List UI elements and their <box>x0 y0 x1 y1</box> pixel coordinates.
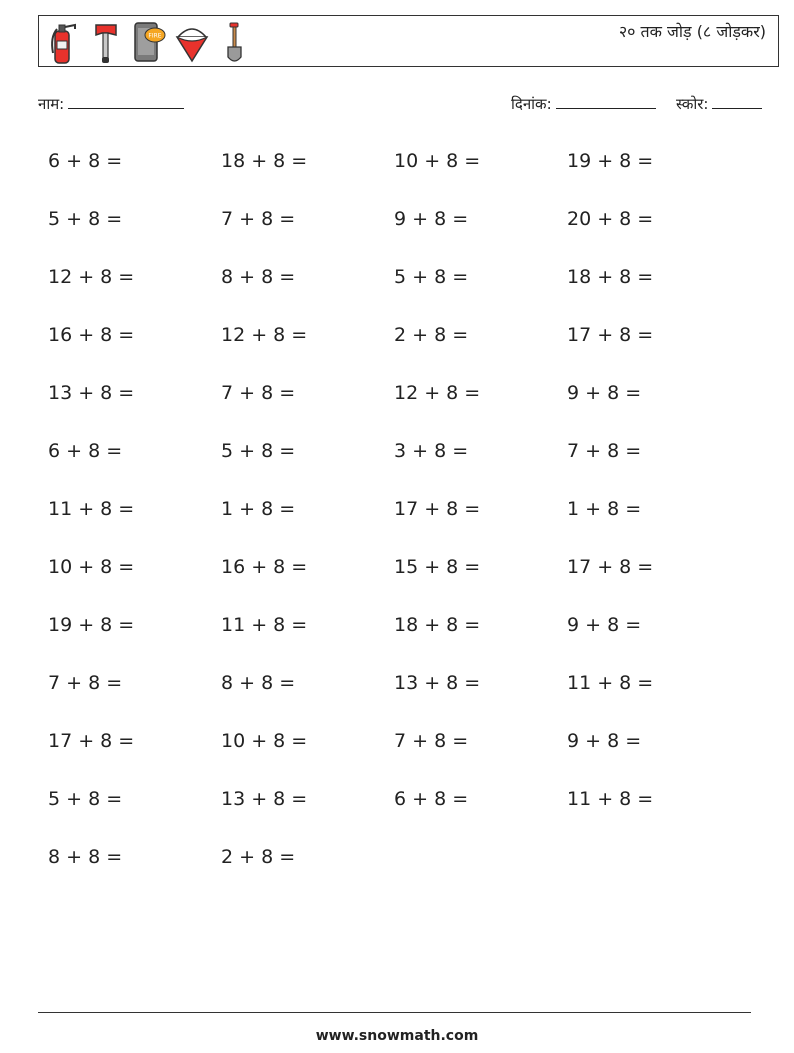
problem-item: 11 + 8 = <box>221 614 308 636</box>
name-line[interactable] <box>68 94 184 109</box>
worksheet-header <box>38 15 779 67</box>
fire-bucket-icon <box>174 19 210 65</box>
score-field[interactable] <box>676 94 762 114</box>
problem-item: 10 + 8 = <box>48 556 135 578</box>
problem-item: 7 + 8 = <box>48 672 123 694</box>
problem-item: 13 + 8 = <box>394 672 481 694</box>
date-label: दिनांक: <box>511 95 552 113</box>
problem-item: 1 + 8 = <box>567 498 642 520</box>
problem-item: 6 + 8 = <box>48 440 123 462</box>
problem-item: 9 + 8 = <box>567 730 642 752</box>
problem-item: 11 + 8 = <box>48 498 135 520</box>
problem-item: 18 + 8 = <box>567 266 654 288</box>
problem-item: 12 + 8 = <box>48 266 135 288</box>
problem-item: 11 + 8 = <box>567 788 654 810</box>
fire-alert-phone-icon <box>131 19 167 65</box>
problem-item: 5 + 8 = <box>48 788 123 810</box>
date-line[interactable] <box>556 94 656 109</box>
problem-item: 10 + 8 = <box>221 730 308 752</box>
problem-item: 17 + 8 = <box>394 498 481 520</box>
problem-item: 16 + 8 = <box>221 556 308 578</box>
problem-item: 19 + 8 = <box>567 150 654 172</box>
problem-item: 5 + 8 = <box>48 208 123 230</box>
problem-item: 13 + 8 = <box>48 382 135 404</box>
problem-item: 6 + 8 = <box>48 150 123 172</box>
date-field[interactable] <box>511 94 656 114</box>
problem-item: 2 + 8 = <box>394 324 469 346</box>
problem-item: 17 + 8 = <box>567 324 654 346</box>
problem-item: 3 + 8 = <box>394 440 469 462</box>
fire-extinguisher-icon <box>45 19 81 65</box>
problem-item: 17 + 8 = <box>48 730 135 752</box>
problem-item: 18 + 8 = <box>221 150 308 172</box>
fire-axe-icon <box>88 19 124 65</box>
problem-item: 17 + 8 = <box>567 556 654 578</box>
problem-item: 12 + 8 = <box>394 382 481 404</box>
problem-item: 9 + 8 = <box>394 208 469 230</box>
worksheet-title: २० तक जोड़ (८ जोड़कर) <box>618 22 766 41</box>
problem-item: 7 + 8 = <box>567 440 642 462</box>
problem-item: 8 + 8 = <box>221 266 296 288</box>
problem-item: 19 + 8 = <box>48 614 135 636</box>
problem-item: 8 + 8 = <box>48 846 123 868</box>
problem-item: 7 + 8 = <box>221 208 296 230</box>
problem-item: 13 + 8 = <box>221 788 308 810</box>
problem-item: 5 + 8 = <box>221 440 296 462</box>
problem-item: 8 + 8 = <box>221 672 296 694</box>
score-label: स्कोर: <box>676 95 709 113</box>
svg-text:FIRE: FIRE <box>148 32 162 40</box>
problem-item: 2 + 8 = <box>221 846 296 868</box>
problem-item: 9 + 8 = <box>567 382 642 404</box>
problem-item: 1 + 8 = <box>221 498 296 520</box>
problem-item: 16 + 8 = <box>48 324 135 346</box>
shovel-icon <box>217 19 253 65</box>
problem-item: 7 + 8 = <box>221 382 296 404</box>
problem-item: 7 + 8 = <box>394 730 469 752</box>
name-field[interactable] <box>38 94 184 114</box>
problem-item: 10 + 8 = <box>394 150 481 172</box>
problem-item: 15 + 8 = <box>394 556 481 578</box>
problem-item: 18 + 8 = <box>394 614 481 636</box>
problem-item: 11 + 8 = <box>567 672 654 694</box>
problem-item: 5 + 8 = <box>394 266 469 288</box>
problem-item: 9 + 8 = <box>567 614 642 636</box>
score-line[interactable] <box>712 94 762 109</box>
footer-url: www.snowmath.com <box>315 1028 479 1044</box>
footer-divider <box>38 1012 751 1013</box>
name-label: नाम: <box>38 95 65 113</box>
problem-item: 12 + 8 = <box>221 324 308 346</box>
header-icons <box>45 18 253 66</box>
problem-grid <box>48 142 740 896</box>
problem-item: 6 + 8 = <box>394 788 469 810</box>
problem-item: 20 + 8 = <box>567 208 654 230</box>
